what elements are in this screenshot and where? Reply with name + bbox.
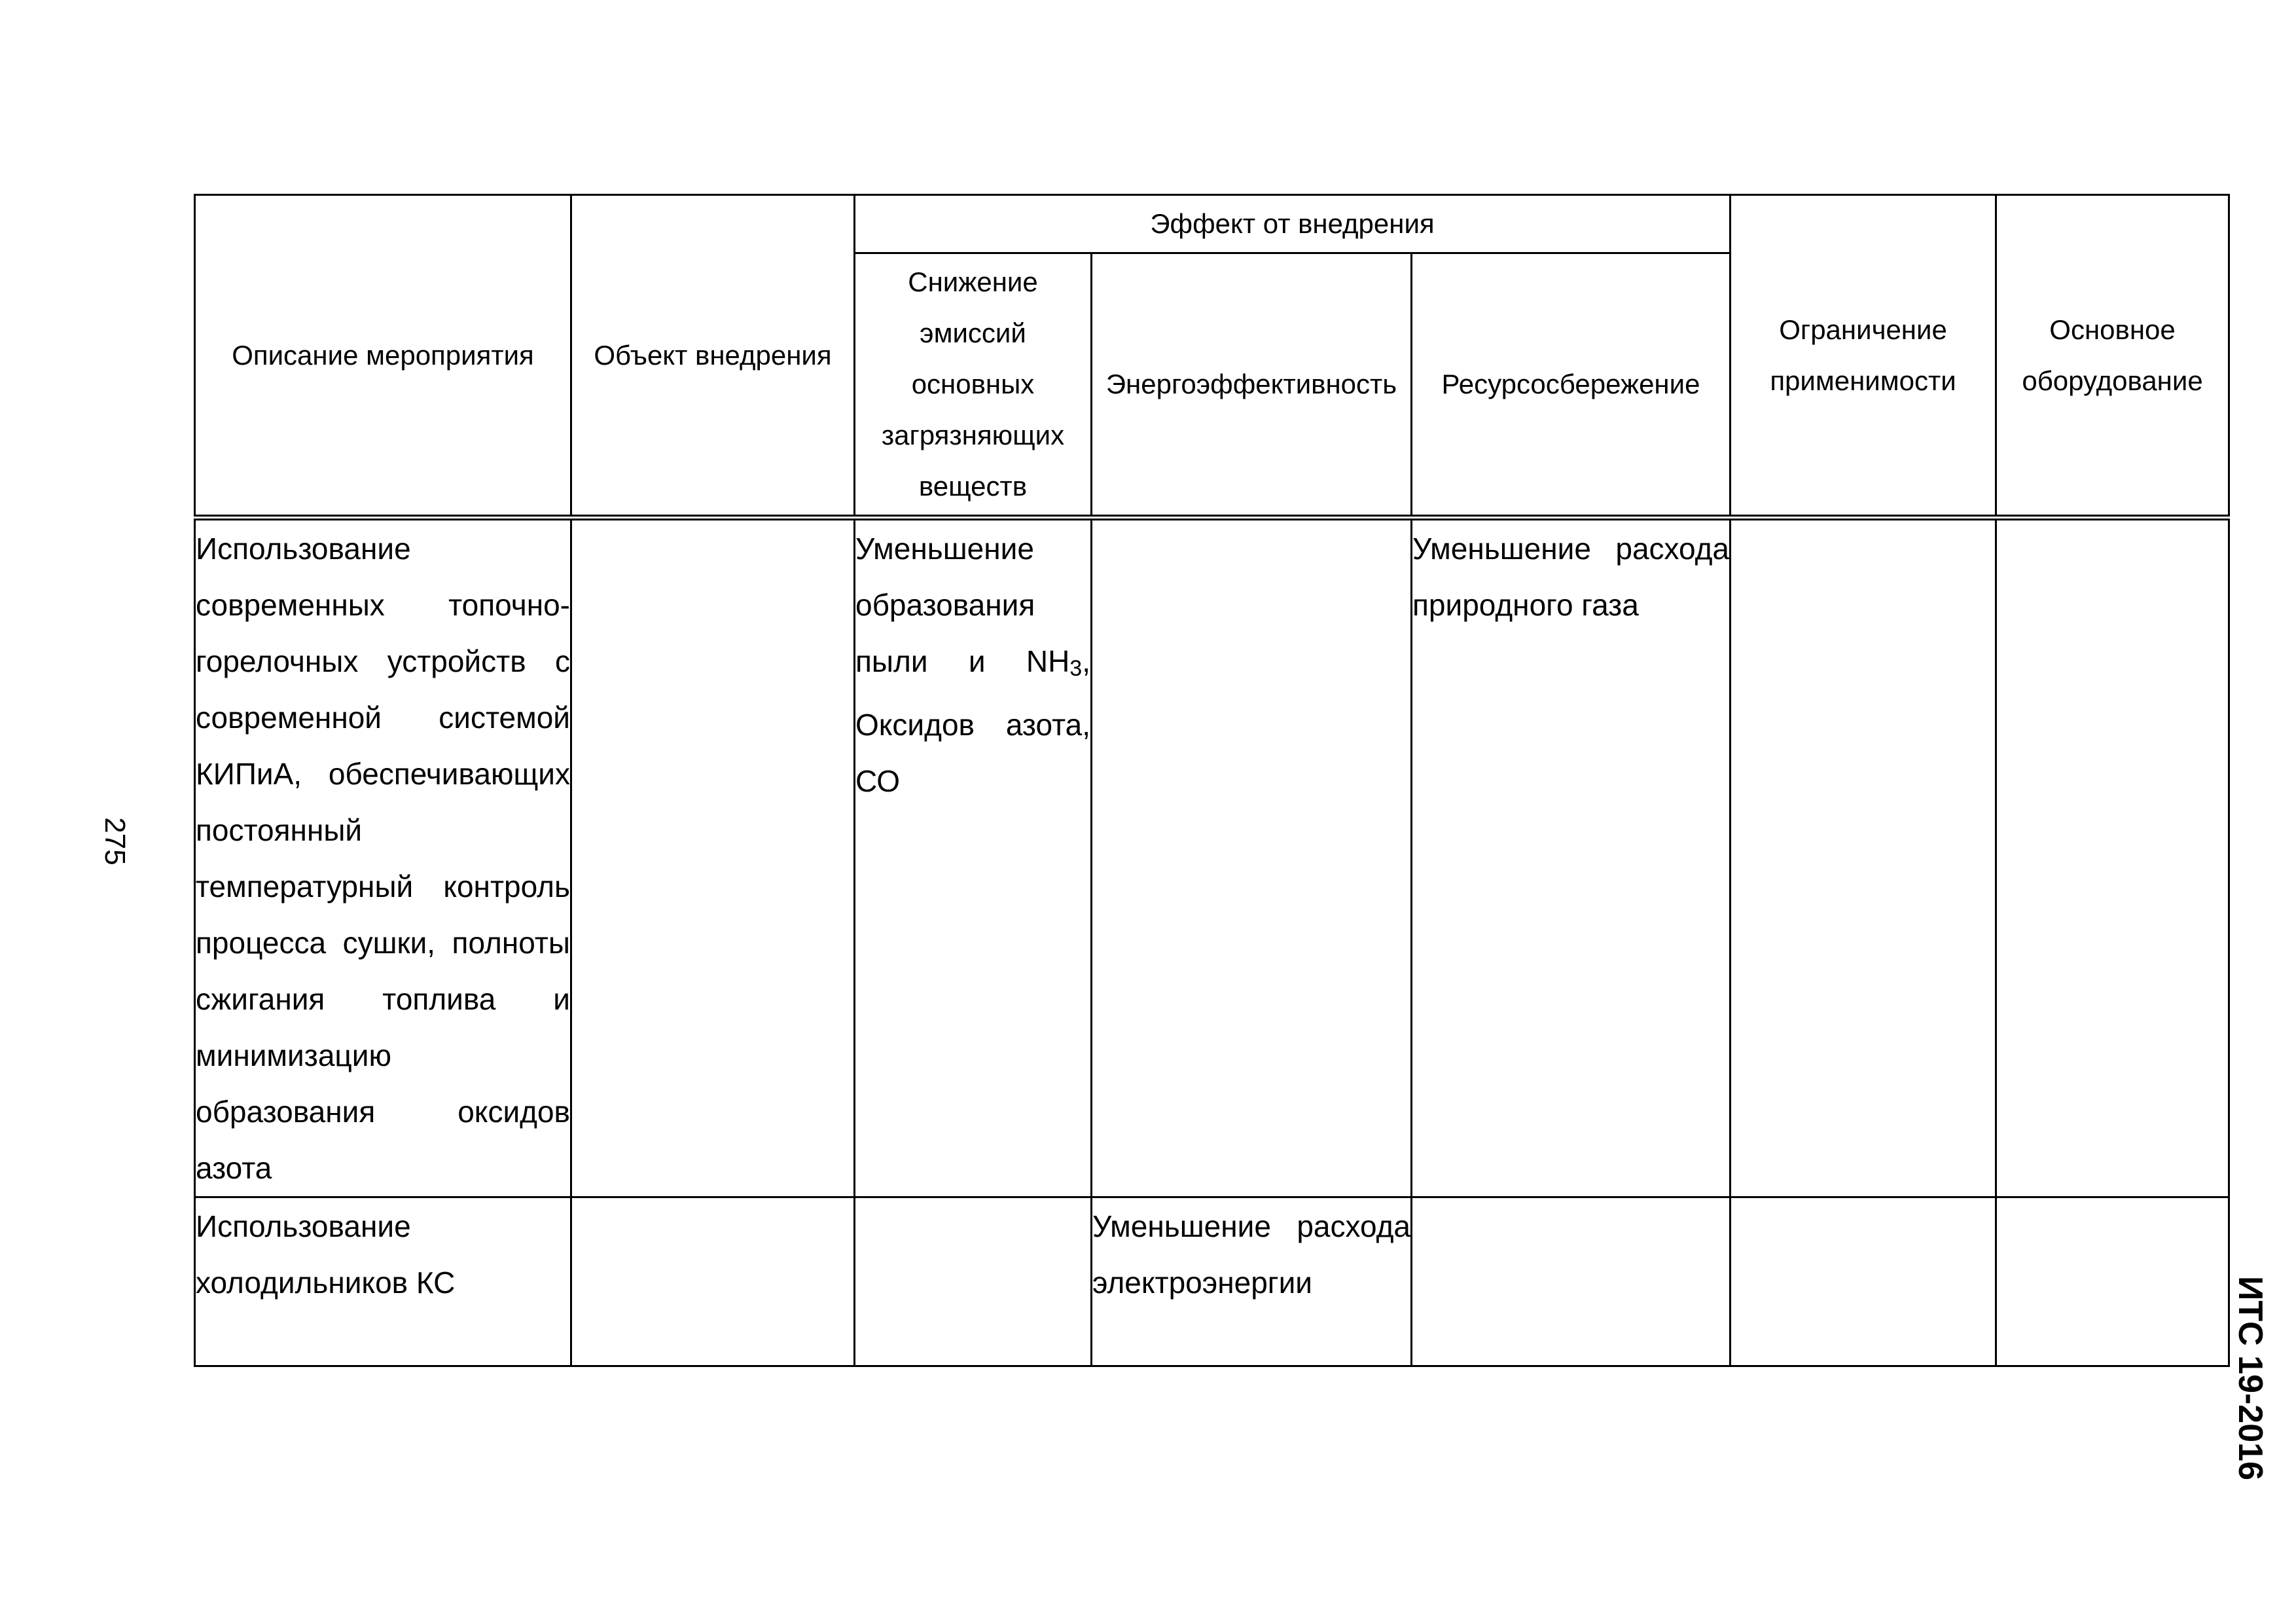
header-object: Объект внедрения (571, 195, 855, 518)
header-effect-group: Эффект от внедрения (855, 195, 1731, 253)
cell-limitation (1731, 1197, 1996, 1366)
cell-description: Использование современных топочно-горелочных устройств с современной системой КИПиА, обеспечивающих постоянный температурный контроль процесса сушки, полноты сжигания топлива и минимизацию образования оксидов азота (195, 518, 571, 1197)
cell-energy: Уменьшение расхода электроэнергии (1092, 1197, 1412, 1366)
cell-object (571, 518, 855, 1197)
table-row (195, 1197, 2229, 1366)
header-resources: Ресурсосбережение (1412, 253, 1731, 518)
cell-description: Использование холодильников КС (195, 1197, 571, 1366)
cell-limitation (1731, 518, 1996, 1197)
cell-resources (1412, 1197, 1731, 1366)
header-equipment: Основное оборудование (1996, 195, 2229, 518)
header-emissions: Снижение эмиссий основных загрязняющих веществ (855, 253, 1092, 518)
cell-equipment (1996, 1197, 2229, 1366)
table-row (195, 518, 2229, 1197)
cell-object (571, 1197, 855, 1366)
cell-emissions (855, 1197, 1092, 1366)
cell-equipment (1996, 518, 2229, 1197)
page-number: 275 (99, 817, 131, 866)
cell-resources: Уменьшение расхода природного газа (1412, 518, 1731, 1197)
measures-table (194, 194, 2230, 1367)
cell-energy (1092, 518, 1412, 1197)
header-limitation: Ограничение применимости (1731, 195, 1996, 518)
document-code: ИТС 19-2016 (2231, 1276, 2269, 1480)
cell-emissions: Уменьшение образования пыли и $NH_3$, Оксидов азота, СО (855, 518, 1092, 1197)
header-description: Описание мероприятия (195, 195, 571, 518)
header-energy: Энергоэффективность (1092, 253, 1412, 518)
